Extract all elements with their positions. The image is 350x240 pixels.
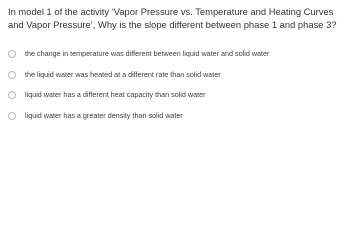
answer-option[interactable]	[8, 44, 344, 65]
radio-button[interactable]	[8, 112, 16, 120]
answer-option[interactable]	[8, 106, 344, 127]
radio-button[interactable]	[8, 50, 16, 58]
radio-button[interactable]	[8, 91, 16, 99]
answer-option-label[interactable]: the change in temperature was different between liquid water and solid water	[25, 49, 270, 59]
answer-option[interactable]	[8, 85, 344, 106]
answer-options	[8, 44, 344, 126]
answer-option[interactable]	[8, 65, 344, 86]
answer-option-label[interactable]: liquid water has a greater density than solid water	[25, 110, 183, 120]
question-text: In model 1 of the activity ‘Vapor Pressure vs. Temperature and Heating Curves and Vapor Pressure’, Why is the slope different between phase 1 and phase 3?	[8, 6, 337, 30]
radio-button[interactable]	[8, 71, 16, 79]
answer-option-label[interactable]: liquid water has a different heat capacity than solid water	[25, 90, 206, 100]
answer-option-label[interactable]: the liquid water was heated at a different rate than solid water	[25, 69, 221, 79]
